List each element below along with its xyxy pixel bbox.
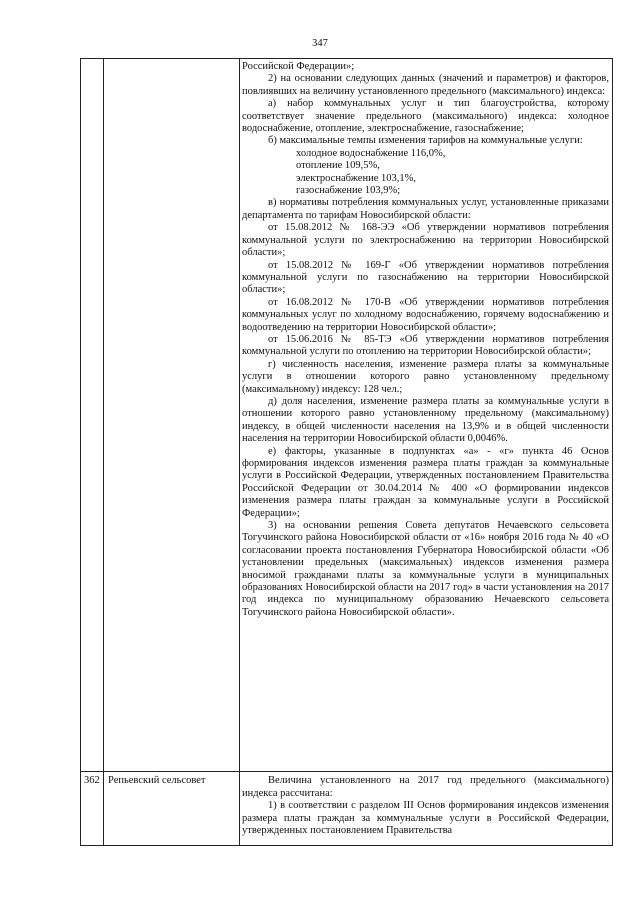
- tariff-item: отопление 109,5%,: [296, 160, 380, 172]
- column-divider-number: [103, 59, 104, 845]
- paragraph: от 16.08.2012 № 170-В «Об утверждении нормативов потребления коммунальных услуг по холодному водоснабжению, горячему водоснабжению и водоотведению на территории Новосибирской области»;: [242, 296, 609, 333]
- paragraph: е) факторы, указанные в подпунктах «а» - «г» пункта 46 Основ формирования индексов изменения размера платы граждан за коммунальные услуги в Российской Федерации, утвержденных постановлением Правительства Российской Федерации от 30.04.2014 № 400 «О формировании индексов изменения размера платы граждан за коммунальные услуги в Российской Федерации»;: [242, 445, 609, 519]
- municipality-name: Репьевский сельсовет: [108, 775, 206, 786]
- tariff-item: холодное водоснабжение 116,0%,: [296, 147, 446, 159]
- page-number: 347: [312, 38, 328, 49]
- tariff-item: газоснабжение 103,9%;: [296, 185, 401, 197]
- paragraph: г) численность населения, изменение размера платы за коммунальные услуги в отношении которого равно установленному предельному (максимальному) индексу: 128 чел.;: [242, 358, 609, 395]
- paragraph: Российской Федерации»;: [242, 61, 355, 72]
- municipality-table: [80, 58, 613, 846]
- row-362-content: [242, 775, 609, 838]
- paragraph: д) доля населения, изменение размера платы за коммунальные услуги в отношении которого равно установленному предельному (максимальному) индексу, в общей численности населения на 13,9% и в общей численности населения на территории Новосибирской области 0,0046%.: [242, 395, 609, 445]
- paragraph: от 15.08.2012 № 168-ЭЭ «Об утверждении нормативов потребления коммунальной услуги по электроснабжению на территории Новосибирской области»;: [242, 222, 609, 259]
- column-divider-name: [239, 59, 240, 845]
- paragraph: 2) на основании следующих данных (значений и параметров) и факторов, повлиявших на величину установленного предельного (максимального) индекса:: [242, 73, 609, 97]
- paragraph: б) максимальные темпы изменения тарифов на коммунальные услуги:: [268, 135, 583, 147]
- paragraph: в) нормативы потребления коммунальных услуг, установленные приказами департамента по тарифам Новосибирской области:: [242, 197, 609, 221]
- paragraph: от 15.08.2012 № 169-Г «Об утверждении нормативов потребления коммунальной услуги по газоснабжению на территории Новосибирской области»;: [242, 259, 609, 296]
- paragraph: Величина установленного на 2017 год предельного (максимального) индекса рассчитана:: [242, 775, 609, 799]
- paragraph: от 15.06.2016 № 85-ТЭ «Об утверждении нормативов потребления коммунальной услуги по отоплению на территории Новосибирской области»;: [242, 333, 609, 358]
- row-number: 362: [84, 775, 100, 786]
- paragraph: а) набор коммунальных услуг и тип благоустройства, которому соответствует значение предельного (максимального) индекса: холодное водоснабжение, отопление, электроснабжение, газоснабжение;: [242, 98, 609, 135]
- paragraph: 1) в соответствии с разделом III Основ формирования индексов изменения размера платы граждан за коммунальные услуги в Российской Федерации, утвержденных постановлением Правительства: [242, 800, 609, 837]
- tariff-item: электроснабжение 103,1%,: [296, 172, 416, 184]
- row-continued-content: [242, 61, 609, 619]
- paragraph: 3) на основании решения Совета депутатов Нечаевского сельсовета Тогучинского района Новосибирской области от «16» ноября 2016 года № 40 «О согласовании проекта постановления Губернатора Новосибирской области «Об установлении предельных (максимальных) индексов изменения размера вносимой гражданами платы за коммунальные услуги в муниципальных образованиях Новосибирской области на 2017 год» в части установления на 2017 год индекса по муниципальному образованию Нечаевского сельсовета Тогучинского района Новосибирской области».: [242, 520, 609, 618]
- row-divider: [81, 771, 612, 772]
